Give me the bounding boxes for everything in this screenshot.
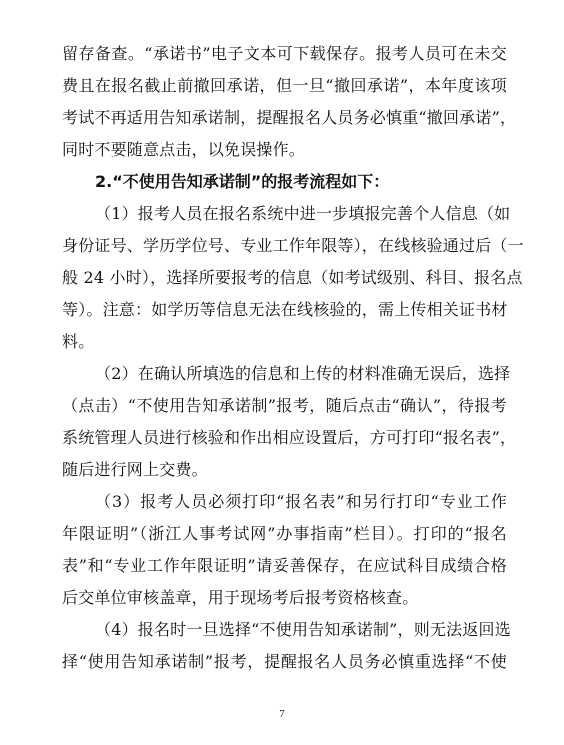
paragraph-line: 留存备查。“承诺书”电子文本可下载保存。报考人员可在未交: [62, 44, 507, 63]
step-3-line: 年限证明”（浙江人事考试网”办事指南”栏目）。打印的“报名: [62, 524, 507, 543]
paragraph-line: 费且在报名截止前撤回承诺，但一旦“撤回承诺”，本年度该项: [62, 76, 507, 95]
paragraph-line: 同时不要随意点击，以免误操作。: [62, 140, 306, 159]
paragraph-line: 考试不再适用告知承诺制，提醒报名人员务必慎重“撤回承诺”，: [62, 108, 517, 127]
step-2-line: 系统管理人员进行核验和作出相应设置后，方可打印“报名表”，: [62, 428, 517, 447]
step-1-line: 料。: [62, 332, 95, 351]
section-heading: 2.“不使用告知承诺制”的报考流程如下：: [95, 172, 390, 191]
page-number: 7: [279, 708, 285, 720]
step-1-line: （1）报考人员在报名系统中进一步填报完善个人信息（如: [95, 204, 511, 223]
step-2-line: 随后进行网上交费。: [62, 460, 208, 479]
step-1-line: 等）。注意：如学历等信息无法在线核验的，需上传相关证书材: [62, 300, 508, 319]
step-3-line: 后交单位审核盖章，用于现场考后报考资格核查。: [62, 588, 419, 607]
step-4-line: （4）报名时一旦选择“不使用告知承诺制”，则无法返回选: [95, 620, 511, 639]
step-4-line: 择“使用告知承诺制”报考，提醒报名人员务必慎重选择“不使: [62, 652, 507, 671]
step-3-line: 表”和“专业工作年限证明”请妥善保存，在应试科目成绩合格: [62, 556, 507, 575]
step-2-line: （2）在确认所填选的信息和上传的材料准确无误后，选择: [95, 364, 511, 383]
step-1-line: 身份证号、学历学位号、专业工作年限等），在线核验通过后（一: [62, 236, 524, 255]
document-body: [62, 38, 524, 678]
step-2-line: （点击）“不使用告知承诺制”报考，随后点击“确认”，待报考: [62, 396, 507, 415]
step-3-line: （3）报考人员必须打印“报名表”和另行打印“专业工作: [95, 492, 507, 511]
step-1-line: 般 24 小时），选择所要报考的信息（如考试级别、科目、报名点: [62, 268, 523, 287]
